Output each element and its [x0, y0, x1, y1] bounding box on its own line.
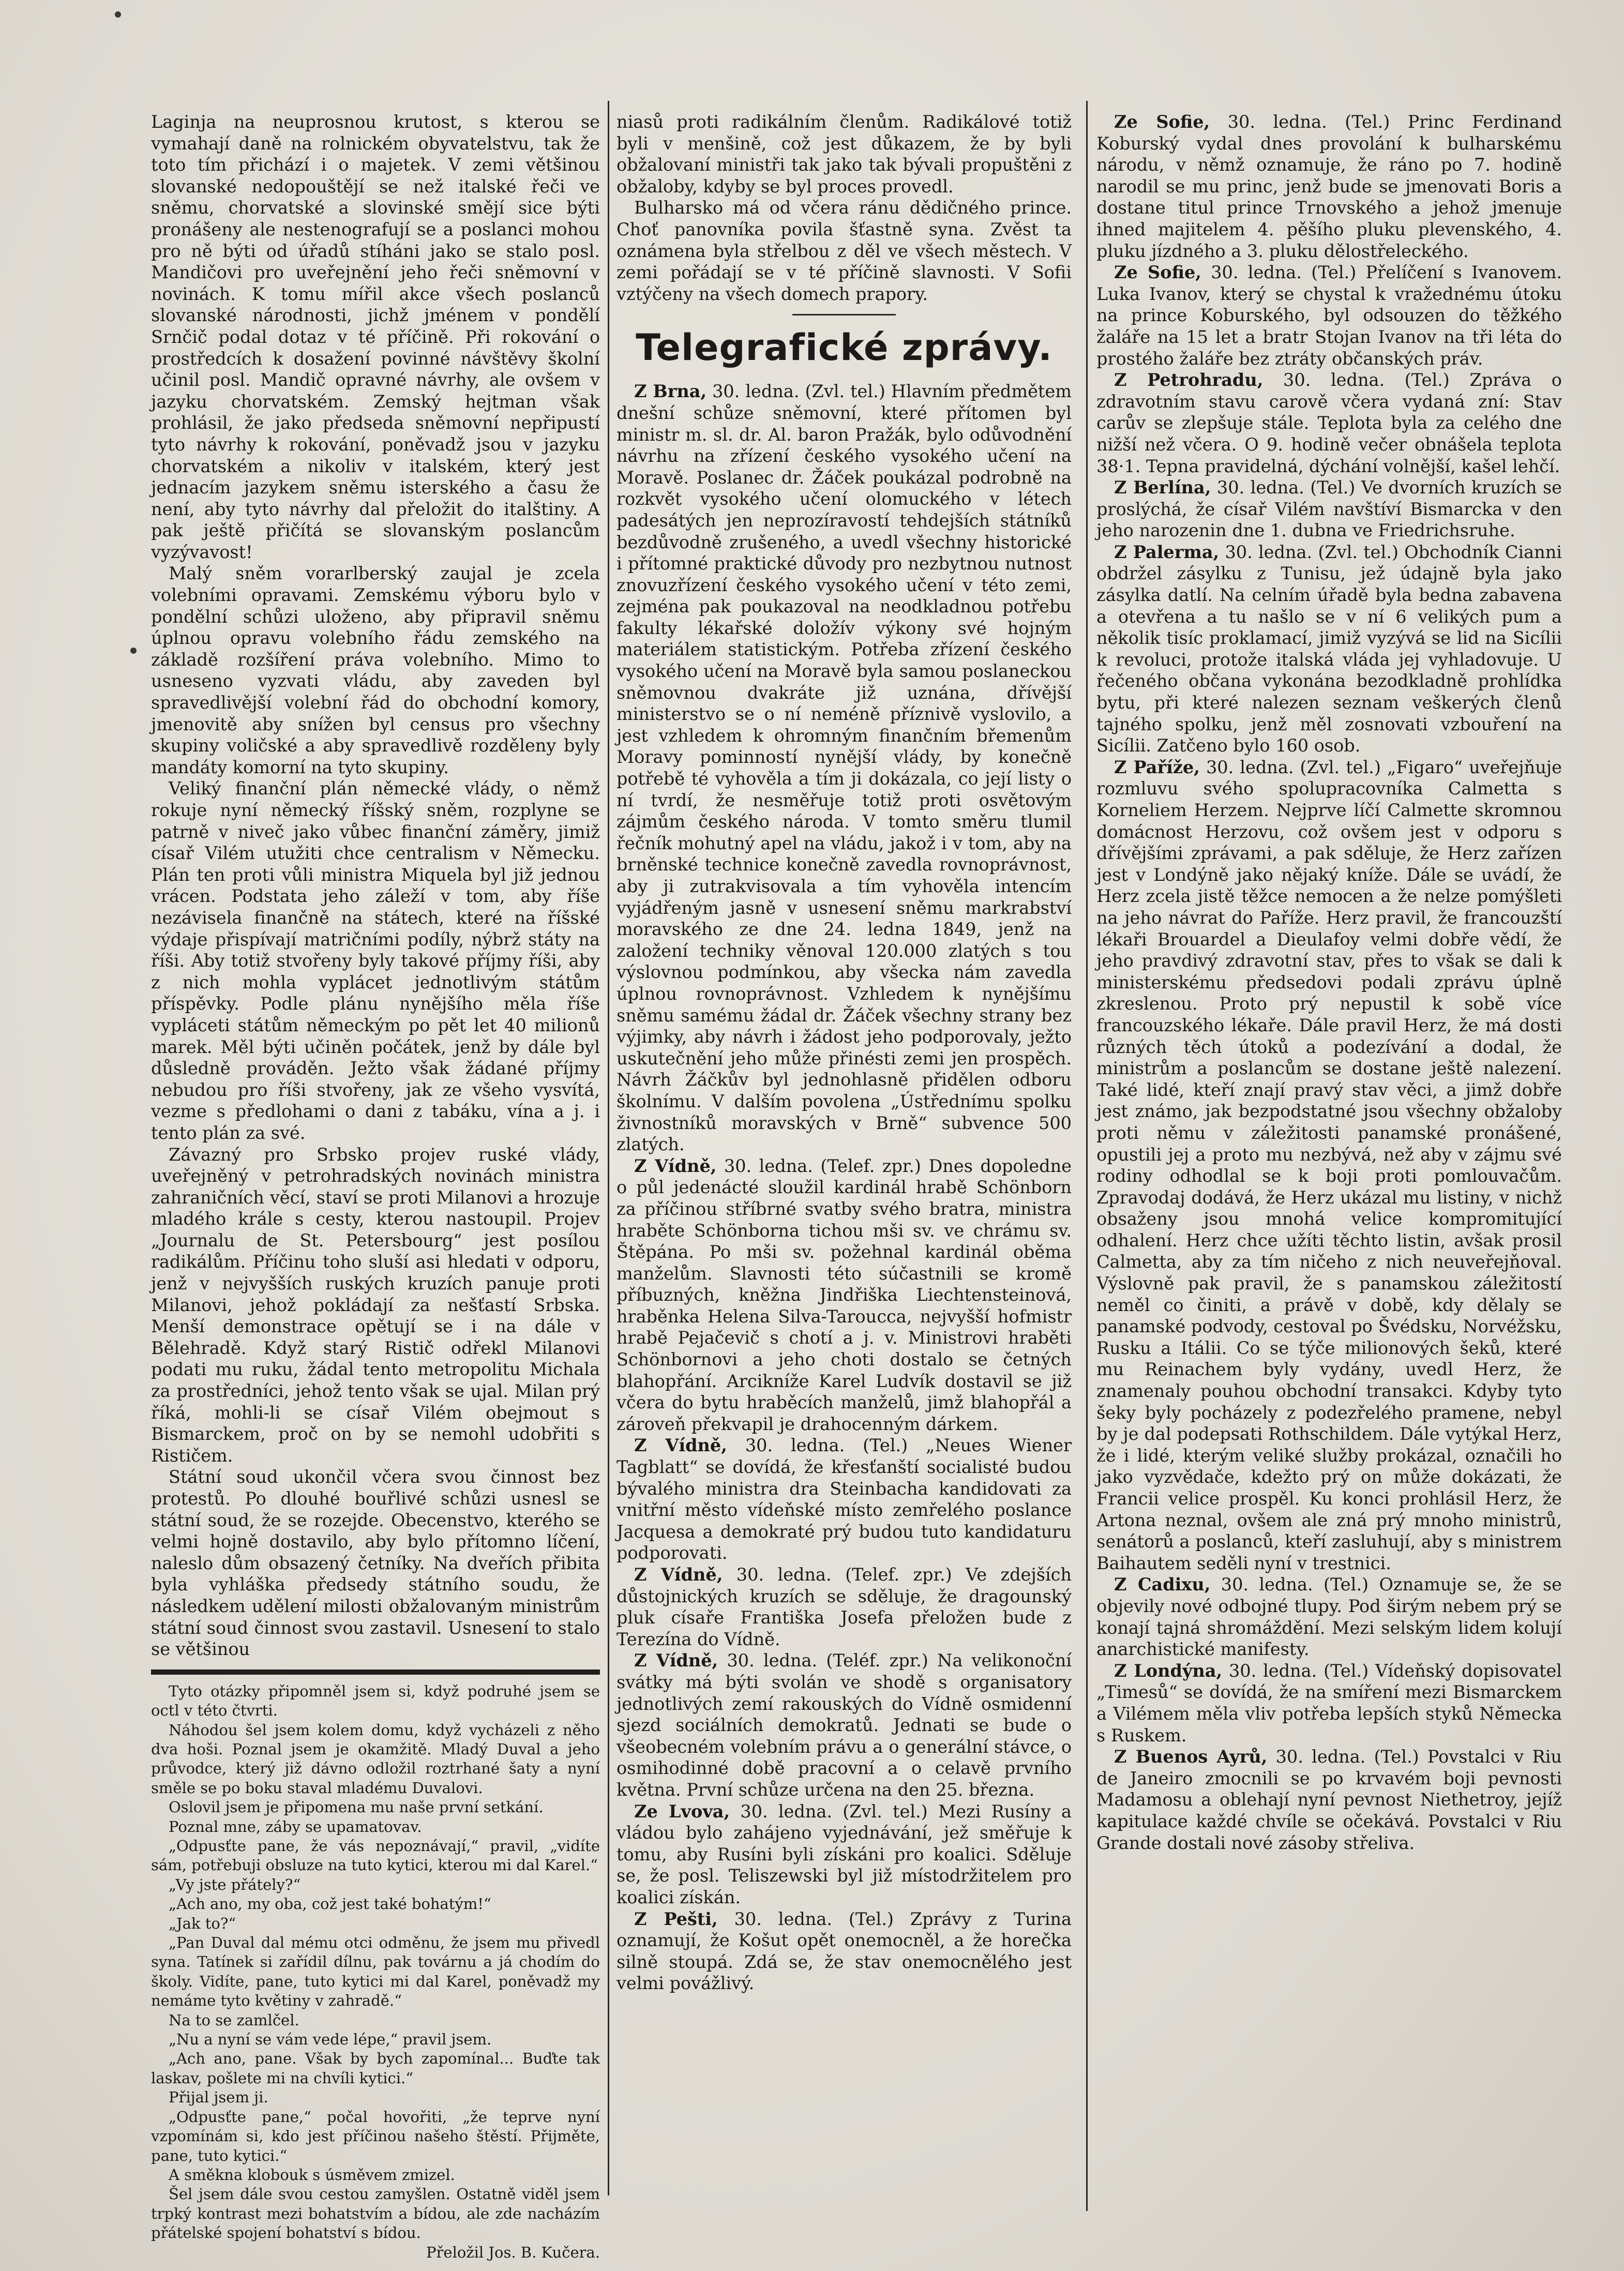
- dateline: Ze Sofie,: [1114, 112, 1210, 132]
- report-text: 30. ledna. (Tel.) Vídeňský dopisovatel „Timesů“ se dovídá, že na smíření mezi Bismarckem a Vilémem měla vliv potřeba lepších styků Německa s Ruskem.: [1096, 1660, 1562, 1746]
- dateline: Z Paříže,: [1114, 757, 1200, 777]
- feuilleton-paragraph: Náhodou šel jsem kolem domu, když vycházeli z něho dva hoši. Poznal jsem je okamžitě. Mladý Duval a jeho průvodce, který již dávno odložil roztrhané šaty a nyní směle se po boku staval mladému Duvalovi.: [151, 1721, 600, 1797]
- news-report: [1096, 477, 1562, 542]
- report-text: 30. ledna. (Zvl. tel.) Hlavním předmětem dnešní schůze sněmovní, které přítomen byl ministr m. sl. dr. Al. baron Pražák, bylo odůvodnění návrhu na zřízení českého vysokého učení na Moravě. Poslanec dr. Žáček poukázal podrobně na rozkvět vysokého učení olomuckého v létech padesátých jen neprozíravostí tehdejších státníků bezdůvodně zrušeného, a uvedl všechny historické i přítomné praktické důvody pro nezbytnou nutnost znovuzřízení českého vysokého učení v této zemi, zejména pak poukazoval na neodkladnou potřebu fakulty lékařské doložív výkony své hojným materiálem statistickým. Potřeba zřízení českého vysokého učení na Moravě byla samou poslaneckou sněmovnou dvakráte již uznána, dřívější ministerstvo se o ní neméně příznivě vyslovilo, a jest vzhledem k ohromným finančním břemenům Moravy pominností nynější vlády, by konečně potřebě té vyhověla a tím ji dokázala, co její listy o ní tvrdí, že nesměřuje totiž proti osvětovým zájmům českého národa. V tomto směru tlumil řečník mohutný apel na vládu, jakož i v tom, aby na brněnské technice konečně zavedla rovnoprávnost, aby ji zutrakvisovala a tím vyhověla intencím vyjádřeným jasně v usnesení sněmu markrabství moravského ze dne 24. ledna 1849, jenž na založení techniky věnoval 120.000 zlatých s tou výslovnou podmínkou, aby všecka nám zavedla úplnou rovnoprávnost. Vzhledem k nynějšímu sněmu samému žádal dr. Žáček všechny strany bez výjimky, aby návrh i žádost jeho podporovaly, ježto uskutečnění jeho může přinésti zemi jen prospěch. Návrh Žáčkův byl jednohlasně přidělen odboru školnímu. V dalším povolena „Ústřednímu spolku živnostníků moravských v Brně“ subvence 500 zlatých.: [616, 381, 1072, 1155]
- paragraph: Malý sněm vorarlberský zaujal je zcela volebními opravami. Zemskému výboru bylo v pondělní schůzi uloženo, aby připravil sněmu úplnou opravu volebního řádu zemského na základě rozšíření práva volebního. Mimo to usneseno vyzvati vládu, aby zaveden byl spravedlivější volební řád do obchodní komory, jmenovitě aby snížen byl census pro všechny skupiny voličské a aby spravedlivě rozděleny byly mandáty komorní na tyto skupiny.: [151, 563, 600, 777]
- paragraph: Laginja na neuprosnou krutost, s kterou se vymahají daně na rolnickém obyvatelstvu, tak že toto tím přichází i o majetek. V zemi většinou slovanské nedopouštějí se než italské řeči ve sněmu, chorvatské a slovinské smějí sice býti pronášeny ale nestenografují se a poslanci mohou pro ně býti od úřadů stíháni jako se stalo posl. Mandičovi pro uveřejnění jeho řeči sněmovní v novinách. K tomu mířil akce všech poslanců slovanské národnosti, jichž jménem v pondělí Srnčič podal dotaz v té příčině. Při rokování o prostředcích k dosažení povinné návštěvy školní učinil posl. Mandič opravné návrhy, ale ovšem v jazyku chorvatském. Zemský hejtman však prohlásil, že jako předseda sněmovní nepřipustí tyto návrhy k rokování, poněvadž jsou v jazyku chorvatském a nikoliv v italském, který jest jednacím jazykem sněmu isterského a času že není, aby tyto návrhy dal přeložit do italštiny. A pak ještě přičítá se slovanským poslancům vyzývavost!: [151, 112, 600, 562]
- dateline: Z Vídně,: [634, 1155, 717, 1176]
- dateline: Z Cadixu,: [1114, 1574, 1211, 1595]
- report-text: 30. ledna. (Tel.) Povstalci v Riu de Janeiro zmocnili se po krvavém boji pevnosti Madamosu a oblehají nyní pevnost Niethetroy, jejíž kapitulace každé chvíle se očekává. Povstalci v Riu Grande dostali nové zásoby střeliva.: [1096, 1747, 1562, 1853]
- feuilleton: [151, 1682, 600, 2262]
- dateline: Z Palerma,: [1114, 542, 1220, 562]
- feuilleton-paragraph: A směkna klobouk s úsměvem zmizel.: [169, 2165, 455, 2184]
- feuilleton-paragraph: „Pan Duval dal mému otci odměnu, že jsem mu přivedl syna. Tatínek si zařídil dílnu, pak továrnu a já chodím do školy. Vidíte, pane, tuto kytici mi dal Karel, poněvadž my nemáme tyto květiny v zahradě.“: [151, 1934, 600, 2010]
- news-report: [616, 1801, 1072, 1908]
- news-report: [1096, 542, 1562, 757]
- report-text: 30. ledna. (Telef. zpr.) Dnes dopoledne o půl jedenácté sloužil kardinál hrabě Schönborn za příčinou stříbrné svatby svého bratra, ministra hraběte Schönborna tichou mši sv. ve chrámu sv. Štěpána. Po mši sv. požehnal kardinál oběma manželům. Slavnosti této súčastnili se kromě příbuzných, kněžna Jindřiška Liechtensteinová, hraběnka Helena Silva-Taroucca, nejvyšší hofmistr hrabě Pejačevič s chotí a j. v. Ministrovi hraběti Schönbornovi a jeho choti dostalo se četných blahopřání. Arcikníže Karel Ludvík dostavil se již včera do bytu hraběcích manželů, jimž blahopřál a zároveň překvapil je drahocenným dárkem.: [616, 1155, 1072, 1434]
- dateline: Ze Lvova,: [634, 1801, 730, 1822]
- feuilleton-paragraph: Poznal mne, záby se upamatovav.: [169, 1817, 422, 1836]
- news-report: [1096, 757, 1562, 1574]
- translator-signature: Přeložil Jos. B. Kučera.: [426, 2243, 600, 2261]
- news-report: [1096, 262, 1562, 369]
- news-report: [616, 1435, 1072, 1564]
- feuilleton-paragraph: Na to se zamlčel.: [169, 2011, 299, 2029]
- dateline: Z Vídně,: [634, 1565, 723, 1585]
- dateline: Z Pešti,: [634, 1908, 718, 1929]
- column-1: [151, 111, 600, 2261]
- dateline: Z Petrohradu,: [1114, 370, 1264, 390]
- report-text: 30. ledna. (Tel.) Zprávy z Turina oznamují, že Košut opět onemocněl, a že horečka silně stoupá. Zdá se, že stav onemocnělého jest velmi povážlivý.: [616, 1908, 1072, 1994]
- speck: [130, 648, 137, 654]
- column-3: [1096, 111, 1562, 2180]
- column-rule: [608, 101, 609, 2195]
- dateline: Z Vídně,: [634, 1650, 718, 1671]
- news-report: [616, 381, 1072, 1155]
- divider: [792, 314, 896, 315]
- report-text: 30. ledna. (Tel.) Ve dvorních kruzích se proslýchá, že císař Vilém navštíví Bismarcka v den jeho narozenin dne 1. dubna ve Friedrichsruhe.: [1096, 477, 1562, 541]
- feuilleton-paragraph: „Ach ano, my oba, což jest také bohatým!“: [169, 1895, 491, 1913]
- feuilleton-paragraph: Oslovil jsem je připomena mu naše první setkání.: [169, 1798, 544, 1816]
- paragraph: niasů proti radikálním členům. Radikálové totiž byli v menšině, což jest důkazem, že by byli obžalovaní ministři tak jako tak bývali propuštěni z obžaloby, kdyby se byl proces provedl.: [616, 112, 1072, 197]
- news-report: [616, 1564, 1072, 1650]
- paragraph: Státní soud ukončil včera svou činnost bez protestů. Po dlouhé bouřlivé schůzi usnesl se státní soud, že se rozejde. Obecenstvo, kterého se velmi hojně dostavilo, aby bylo přítomno líčení, naleslo dům obsazený četníky. Na dveřích přibita byla vyhláška předsedy státního soudu, že následkem udělení milosti obžalovaným ministrům státní soud činnost svou zastavil. Usnesení to stalo se většinou: [151, 1467, 600, 1660]
- dateline: Z Buenos Ayrů,: [1114, 1747, 1268, 1767]
- news-report: [1096, 111, 1562, 262]
- report-text: 30. ledna. (Tel.) Princ Ferdinand Koburský vydal dnes provolání k bulharskému národu, v němž oznamuje, že ráno po 7. hodině narodil se mu princ, jenž bude se jmenovati Boris a dostane titul prince Trnovského a jehož jmenuje ihned majitelem 4. pěšího pluku plevenského, 4. pluku jízdného a 3. pluku dělostřeleckého.: [1096, 112, 1562, 261]
- column-2: [616, 111, 1072, 2123]
- feuilleton-paragraph: „Odpusťte pane, že vás nepoznávají,“ pravil, „vidíte sám, potřebuji obsluze na tuto kytici, kterou mi dal Karel.“: [151, 1837, 600, 1874]
- feuilleton-paragraph: „Nu a nyní se vám vede lépe,“ pravil jsem.: [169, 2031, 492, 2049]
- report-text: 30. ledna. (Teléf. zpr.) Na velikonoční svátky má býti svolán ve shodě s organisatory jednotlivých zemí rakouských do Vídně osmidenní sjezd sociálních demokratů. Jednati se bude o všeobecném volebním právu a o generální stávce, o osmihodinné době pracovní a o celavě prvního května. První schůze určena na den 25. března.: [616, 1650, 1072, 1800]
- paragraph: Veliký finanční plán německé vlády, o němž rokuje nyní německý říšský sněm, rozplyne se patrně v niveč jako vůbec finanční záměry, jimiž císař Vilém utužiti chce centralism v Německu. Plán ten proti vůli ministra Miquela byl již jednou vrácen. Podstata jeho záleží v tom, aby říše nezávisela finančně na státech, které na říšské výdaje přispívají matričními podíly, nýbrž státy na říši. Aby totiž stvořeny byly takové příjmy říši, aby z nich mohla vyplácet jednotlivým státům příspěvky. Podle plánu nynějšího měla říše vypláceti státům německým po pět let 40 milionů marek. Měl býti učiněn počátek, jenž by dále byl důsledně prováděn. Ježto však žádané příjmy nebudou pro říši stvořeny, jak ze všeho vysvítá, vezme s předlohami o dani z tabáku, vína a j. i tento plán za své.: [151, 778, 600, 1143]
- dateline: Z Berlína,: [1114, 477, 1211, 498]
- paragraph: Závazný pro Srbsko projev ruské vlády, uveřejněný v petrohradských novinách ministra zahraničních věcí, staví se proti Milanovi a hrozuje mladého krále s cesty, kterou nastoupil. Projev „Journalu de St. Petersbourg“ jest posílou radikálům. Příčinu toho sluší asi hledati v odporu, jenž v nejvyšších ruských kruzích panuje proti Milanovi, jehož pokládají za nešťastí Srbska. Menší demonstrace opětují se i na dále v Bělehradě. Když starý Ristič odřekl Milanovi podati mu ruku, žádal tento metropolitu Michala za prostředníci, jehož tento však se ujal. Milan prý říká, mohli-li se císař Vilém obejmout s Bismarckem, proč on by se nemohl udobřiti s Rističem.: [151, 1144, 600, 1466]
- column-rule: [1086, 101, 1088, 2211]
- dateline: Z Brna,: [634, 381, 707, 402]
- section-title: Telegrafické zprávy.: [636, 326, 1052, 369]
- paragraph: Bulharsko má od včera ránu dědičného prince. Choť panovníka povila šťastně syna. Zvěst ta oznámena byla střelbou z děl ve všech městech. V zemi pořádají se v té příčině slavnosti. V Sofii vztýčeny na všech domech prapory.: [616, 198, 1072, 304]
- report-text: 30. ledna. (Zvl. tel.) Obchodník Cianni obdržel zásylku z Tunisu, jež údajně byla jako zásylka datlí. Na celním úřadě byla bedna zabavena a otevřena a tu našlo se v ní 6 velikých pum a několik tisíc proklamací, jimiž vyzývá se lid na Sicílii k revoluci, protože italská vláda jej vyhladovuje. U řečeného občana vykonána bezodkladně prohlídka bytu, při které nalezen seznam veškerých členů tajného spolku, jenž měl zosnovati vzbouření na Sicílii. Zatčeno bylo 160 osob.: [1096, 542, 1562, 756]
- report-text: 30. ledna. (Tel.) Oznamuje se, že se objevily nové odbojné tlupy. Pod širým nebem prý se konají tajná shromáždění. Mezi selským lidem kolují anarchistické manifesty.: [1096, 1574, 1562, 1660]
- news-report: [1096, 1746, 1562, 1854]
- feuilleton-paragraph: „Odpusťte pane,“ počal hovořiti, „že teprve nyní vzpomínám si, kdo jest příčinou našeho štěstí. Přijměte, pane, tuto kytici.“: [151, 2108, 600, 2164]
- news-report: [1096, 1574, 1562, 1660]
- feuilleton-paragraph: Přijal jsem ji.: [169, 2088, 268, 2107]
- report-text: 30. ledna. (Tel.) Zpráva o zdravotním stavu carově včera vydaná zní: Stav carův se zlepšuje stále. Teplota byla za celého dne nižší než včera. O 9. hodině večer obnášela teplota 38·1. Tepna pravidelná, dýchání volnější, kašel lehčí.: [1096, 370, 1562, 476]
- report-text: 30. ledna. (Tel.) „Neues Wiener Tagblatt“ se dovídá, že křesťanští socialisté budou bývalého ministra dra Steinbacha kandidovati za vnitřní město vídeňské místo zemřelého poslance Jacquesa a demokraté prý budou tuto kandidaturu podporovati.: [616, 1435, 1072, 1563]
- news-report: [616, 1908, 1072, 1994]
- dateline: Ze Sofie,: [1114, 262, 1201, 283]
- news-report: [1096, 369, 1562, 477]
- report-text: 30. ledna. (Telef. zpr.) Ve zdejších důstojnických kruzích se sděluje, že dragounský pluk císaře Františka Josefa přeložen bude z Terezína do Vídně.: [616, 1565, 1072, 1649]
- dateline: Z Vídně,: [634, 1435, 727, 1456]
- report-text: 30. ledna. (Zvl. tel.) Mezi Rusíny a vládou bylo zahájeno vyjednávání, jež směřuje k tomu, aby Rusíni byli získáni pro koalici. Sděluje se, že posl. Teliszewski byl již místodržitelem pro koalici získán.: [616, 1801, 1072, 1907]
- feuilleton-divider: [151, 1670, 600, 1675]
- dateline: Z Londýna,: [1114, 1660, 1223, 1681]
- report-text: 30. ledna. (Tel.) Přelíčení s Ivanovem. Luka Ivanov, který se chystal k vražednému útoku na prince Koburského, byl odsouzen do těžkého žaláře na 15 let a bratr Stojan Ivanov na tři léta do prostého žaláře bez ztráty občanských práv.: [1096, 262, 1562, 369]
- news-report: [1096, 1660, 1562, 1746]
- news-report: [616, 1155, 1072, 1435]
- news-report: [616, 1650, 1072, 1800]
- feuilleton-paragraph: „Jak to?“: [169, 1914, 236, 1932]
- feuilleton-paragraph: Tyto otázky připomněl jsem si, když podruhé jsem se octl v této čtvrti.: [151, 1682, 600, 1720]
- feuilleton-paragraph: „Ach ano, pane. Však by bych zapomínal... Buďte tak laskav, pošlete mi na chvíli kytici.“: [151, 2050, 600, 2087]
- report-text: 30. ledna. (Zvl. tel.) „Figaro“ uveřejňuje rozmluvu svého spolupracovníka Calmetta s Korneliem Herzem. Nejprve líčí Calmette skromnou domácnost Herzovu, což ovšem jest v odporu s dřívějšími zprávami, a pak sděluje, že Herz zařízen jest v Londýně jako nějaký kníže. Dále se uvádí, že Herz zcela jistě těžce nemocen a že nelze pomýšleti na jeho návrat do Paříže. Herz pravil, že francouzští lékaři Brouardel a Dieulafoy velmi dobře vědí, že jeho pravdivý zdravotní stav, přes to však se dali k ministerskému předsedovi podali zprávu úplně zkreslenou. Proto prý nepustil k sobě více francouzského lékaře. Dále pravil Herz, že má dosti různých těch útoků a podezívání a dodal, že ministrům a poslancům se dostane ještě nalezení. Také lidé, kteří znají pravý stav věci, a jimž dobře jest známo, jak bezpodstatné jsou všechny obžaloby proti němu v záležitosti panamské pronášené, opustili jej a proto mu nezbývá, než aby v zájmu své rodiny odhodlal se k boji proti pomlouvačům. Zpravodaj dodává, že Herz ukázal mu listiny, v nichž obsaženy jsou mnohá velice kompromitující odhalení. Herz chce užíti těchto listin, avšak prosil Calmetta, aby za tím ničeho z nich neuveřejňoval. Výslovně pak pravil, že s panamskou záležitostí neměl co činiti, a právě v době, kdy dělaly se panamské podvody, cestoval po Švédsku, Norvéžsku, Rusku a Itálii. Co se týče milionových šeků, které mu Reinachem byly vydány, uvedl Herz, že znamenaly pouhou obchodní transakci. Kdyby tyto šeky byly pocházely z podezřelého pramene, nebyl by je dal podepsati Rothschildem. Dále vytýkal Herz, že i lidé, kterým veliké služby prokázal, označili ho jako vyzvědače, kdežto prý on může dokázati, že Francii velice prospěl. Ku konci prohlásil Herz, že Artona neznal, ovšem ale zná prý mnoho ministrů, senátorů a poslanců, kteří zasluhují, aby s ministrem Baihautem seděli nyní v trestnici.: [1096, 757, 1562, 1573]
- feuilleton-paragraph: „Vy jste přátely?“: [169, 1875, 301, 1893]
- feuilleton-paragraph: Šel jsem dále svou cestou zamyšlen. Ostatně viděl jsem trpký kontrast mezi bohatstvím a bídou, ale zde nacházím přátelské spojení bohatství s bídou.: [151, 2185, 600, 2242]
- speck: [115, 11, 121, 18]
